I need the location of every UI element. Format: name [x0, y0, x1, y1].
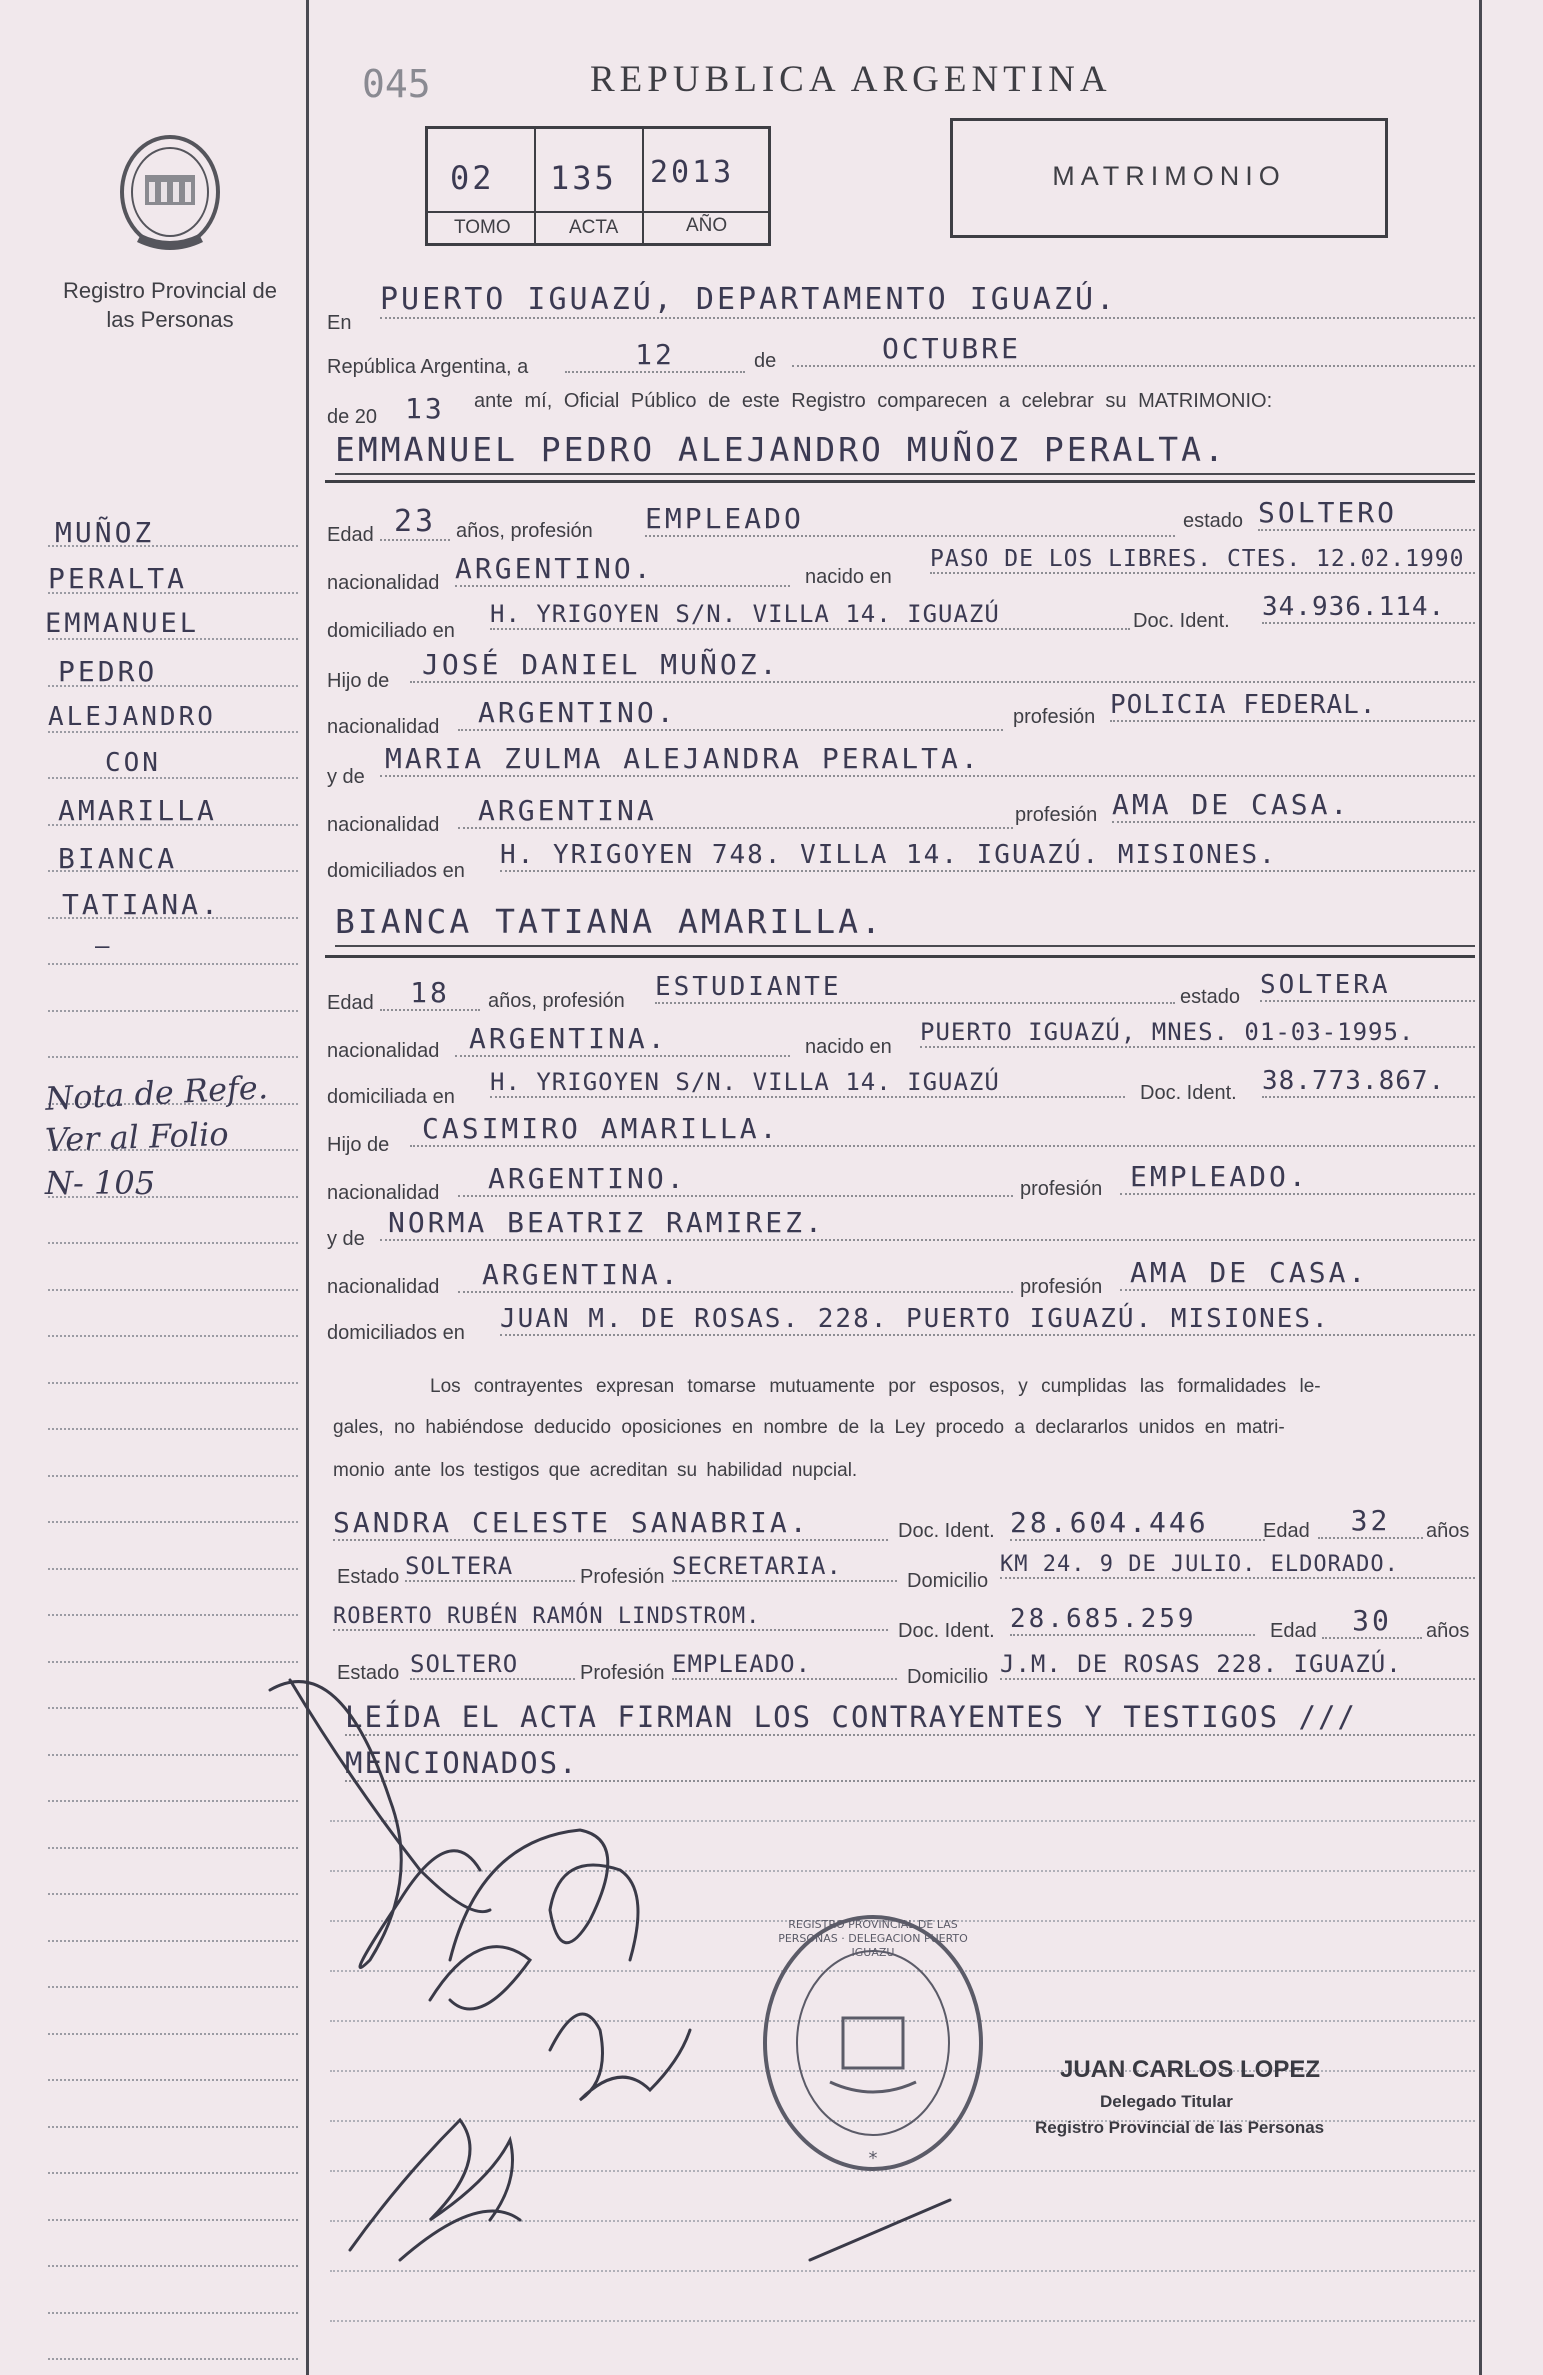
anio-label: AÑO [686, 215, 728, 236]
record-type: MATRIMONIO [1052, 161, 1286, 191]
year-suffix: 13 [405, 392, 445, 425]
bride-address: H. YRIGOYEN S/N. VILLA 14. IGUAZÚ [490, 1068, 1125, 1098]
bride-father-nat: ARGENTINO. [458, 1162, 1013, 1197]
bride-mother: NORMA BEATRIZ RAMIREZ. [380, 1206, 1475, 1241]
page-number: 045 [362, 62, 431, 106]
witness2-doc: 28.685.259 [1010, 1604, 1255, 1636]
groom-age: 23 [380, 504, 450, 541]
groom-mother-label: y de [327, 766, 365, 788]
bride-address-label: domiciliada en [327, 1086, 455, 1108]
groom-parents-addr: H. YRIGOYEN 748. VILLA 14. IGUAZÚ. MISIONES. [500, 840, 1475, 872]
official-title: Delegado Titular [1100, 2092, 1233, 2111]
margin-name-5: ALEJANDRO [48, 702, 216, 732]
witness1-age-unit: años [1426, 1520, 1470, 1542]
bride-mother-label: y de [327, 1228, 365, 1250]
bride-mother-prof: AMA DE CASA. [1120, 1256, 1475, 1291]
record-number-box [425, 126, 771, 246]
registry-name: Registro Provincial de las Personas [63, 278, 277, 332]
bride-profession: ESTUDIANTE [655, 972, 1175, 1004]
witness2-addr: J.M. DE ROSAS 228. IGUAZÚ. [1000, 1650, 1475, 1680]
svg-text:*: * [868, 2148, 878, 2169]
month-value: OCTUBRE [792, 332, 1475, 367]
bride-status-label: estado [1180, 986, 1241, 1008]
witness2-age-unit: años [1426, 1620, 1470, 1642]
groom-father: JOSÉ DANIEL MUÑOZ. [410, 648, 1475, 683]
appear-text: ante mí, Oficial Público de este Registro comparecen a celebrar su MATRIMONIO: [474, 390, 1273, 412]
groom-name: EMMANUEL PEDRO ALEJANDRO MUÑOZ PERALTA. [335, 430, 1475, 475]
groom-father-label: Hijo de [327, 670, 390, 692]
witness2-status-label: Estado [337, 1662, 400, 1684]
record-type-box [950, 118, 1388, 238]
groom-doc-label: Doc. Ident. [1133, 610, 1230, 632]
acta-label: ACTA [569, 217, 619, 238]
margin-note-3: N- 105 [45, 1164, 156, 1202]
groom-age-label: Edad [327, 524, 374, 546]
margin-note-1: Nota de Refe. [44, 1068, 269, 1118]
bride-status: SOLTERA [1260, 970, 1475, 1002]
tomo-value: 02 [450, 159, 495, 197]
witness1-name: SANDRA CELESTE SANABRIA. [333, 1506, 888, 1541]
stamp-text: REGISTRO PROVINCIAL DE LAS PERSONAS · DELEGACION PUERTO IGUAZU [778, 1918, 968, 1959]
bride-age-unit: años, profesión [488, 990, 625, 1012]
margin-name-10: — [95, 932, 113, 960]
groom-address-label: domiciliado en [327, 620, 455, 642]
bride-name: BIANCA TATIANA AMARILLA. [335, 902, 1475, 947]
bride-father-nat-label: nacionalidad [327, 1182, 440, 1204]
seal-icon [115, 130, 225, 260]
tomo-label: TOMO [454, 217, 511, 238]
groom-mother-nat-label: nacionalidad [327, 814, 440, 836]
groom-doc: 34.936.114. [1262, 592, 1475, 624]
groom-mother: MARIA ZULMA ALEJANDRA PERALTA. [380, 742, 1475, 777]
provincial-seal [115, 130, 225, 260]
bride-born: PUERTO IGUAZÚ, MNES. 01-03-1995. [920, 1018, 1475, 1048]
groom-status: SOLTERO [1258, 496, 1475, 531]
bride-doc: 38.773.867. [1262, 1066, 1475, 1098]
bride-age-label: Edad [327, 992, 374, 1014]
groom-address: H. YRIGOYEN S/N. VILLA 14. IGUAZÚ [490, 600, 1130, 630]
margin-name-6: CON [105, 748, 161, 778]
de-text: de [754, 350, 777, 372]
bride-age: 18 [380, 976, 480, 1011]
bride-parents-addr-label: domiciliados en [327, 1322, 465, 1344]
witness1-age: 32 [1318, 1504, 1423, 1539]
witness2-name: ROBERTO RUBÉN RAMÓN LINDSTROM. [333, 1604, 888, 1631]
groom-father-prof: POLICIA FEDERAL. [1110, 690, 1475, 722]
closing-line-2: MENCIONADOS. [345, 1746, 1475, 1782]
witness1-status-label: Estado [337, 1566, 400, 1588]
witness2-prof: EMPLEADO. [672, 1650, 897, 1680]
witness2-age: 30 [1322, 1604, 1422, 1639]
witness2-addr-label: Domicilio [907, 1666, 989, 1688]
groom-born-label: nacido en [805, 566, 892, 588]
declaration-line-3: monio ante los testigos que acreditan su habilidad nupcial. [333, 1460, 858, 1481]
bride-mother-prof-label: profesión [1020, 1276, 1103, 1298]
groom-parents-addr-label: domiciliados en [327, 860, 465, 882]
witness1-status: SOLTERA [405, 1552, 575, 1582]
groom-nat-label: nacionalidad [327, 572, 440, 594]
margin-name-7: AMARILLA [58, 794, 217, 827]
margin-name-2: PERALTA [48, 562, 188, 595]
witness2-prof-label: Profesión [580, 1662, 665, 1684]
groom-age-unit: años, profesión [456, 520, 593, 542]
bride-parents-addr: JUAN M. DE ROSAS. 228. PUERTO IGUAZÚ. MISIONES. [500, 1304, 1475, 1336]
groom-father-nat: ARGENTINO. [458, 696, 1003, 731]
groom-nationality: ARGENTINO. [455, 552, 790, 587]
margin-name-1: MUÑOZ [55, 516, 155, 549]
bride-mother-nat-label: nacionalidad [327, 1276, 440, 1298]
witness2-status: SOLTERO [410, 1650, 575, 1680]
bride-born-label: nacido en [805, 1036, 892, 1058]
right-margin-rule [1479, 0, 1482, 2375]
witness1-addr-label: Domicilio [907, 1570, 989, 1592]
year-prefix: de 20 [327, 406, 378, 428]
bride-father-prof-label: profesión [1020, 1178, 1103, 1200]
witness1-age-label: Edad [1263, 1520, 1310, 1542]
declaration-line-2: gales, no habiéndose deducido oposiciones en nombre de la Ley procedo a declararlos unidos en matri- [333, 1417, 1285, 1438]
bride-nat-label: nacionalidad [327, 1040, 440, 1062]
groom-mother-prof-label: profesión [1015, 804, 1098, 826]
margin-note-2: Ver al Folio [44, 1114, 230, 1160]
place-prefix: En [327, 312, 352, 334]
witness1-doc: 28.604.446 [1010, 1506, 1265, 1541]
bride-mother-nat: ARGENTINA. [458, 1258, 1013, 1293]
groom-status-label: estado [1183, 510, 1244, 532]
margin-name-8: BIANCA [58, 842, 178, 875]
margin-name-9: TATIANA. [62, 888, 221, 921]
country-text: República Argentina, a [327, 356, 529, 378]
bride-nationality: ARGENTINA. [455, 1022, 790, 1057]
margin-name-3: EMMANUEL [45, 608, 200, 639]
bride-father-prof: EMPLEADO. [1120, 1160, 1475, 1195]
bride-doc-label: Doc. Ident. [1140, 1082, 1237, 1104]
witness2-age-label: Edad [1270, 1620, 1317, 1642]
groom-born: PASO DE LOS LIBRES. CTES. 12.02.1990 [930, 546, 1475, 574]
witness1-addr: KM 24. 9 DE JULIO. ELDORADO. [1000, 1552, 1475, 1579]
witness2-doc-label: Doc. Ident. [898, 1620, 995, 1642]
country-title: REPUBLICA ARGENTINA [590, 59, 1112, 100]
groom-father-nat-label: nacionalidad [327, 716, 440, 738]
declaration-line-1: Los contrayentes expresan tomarse mutuamente por esposos, y cumplidas las formalidades le- [430, 1376, 1321, 1397]
day-value: 12 [565, 338, 745, 373]
witness1-doc-label: Doc. Ident. [898, 1520, 995, 1542]
closing-line-1: LEÍDA EL ACTA FIRMAN LOS CONTRAYENTES Y TESTIGOS /// [345, 1700, 1475, 1736]
witness1-prof: SECRETARIA. [672, 1552, 897, 1582]
anio-value: 2013 [650, 155, 735, 190]
groom-profession: EMPLEADO [645, 502, 1175, 537]
official-name: JUAN CARLOS LOPEZ [1060, 2056, 1321, 2083]
acta-value: 135 [550, 159, 617, 197]
place-location: PUERTO IGUAZÚ, DEPARTAMENTO IGUAZÚ. [380, 282, 1475, 319]
groom-father-prof-label: profesión [1013, 706, 1096, 728]
margin-name-4: PEDRO [58, 655, 158, 688]
groom-mother-prof: AMA DE CASA. [1112, 788, 1475, 823]
bride-father: CASIMIRO AMARILLA. [410, 1112, 1475, 1147]
bride-father-label: Hijo de [327, 1134, 390, 1156]
groom-mother-nat: ARGENTINA [458, 794, 1013, 829]
official-office: Registro Provincial de las Personas [1035, 2118, 1325, 2137]
witness1-prof-label: Profesión [580, 1566, 665, 1588]
official-stamp [760, 1912, 986, 2174]
